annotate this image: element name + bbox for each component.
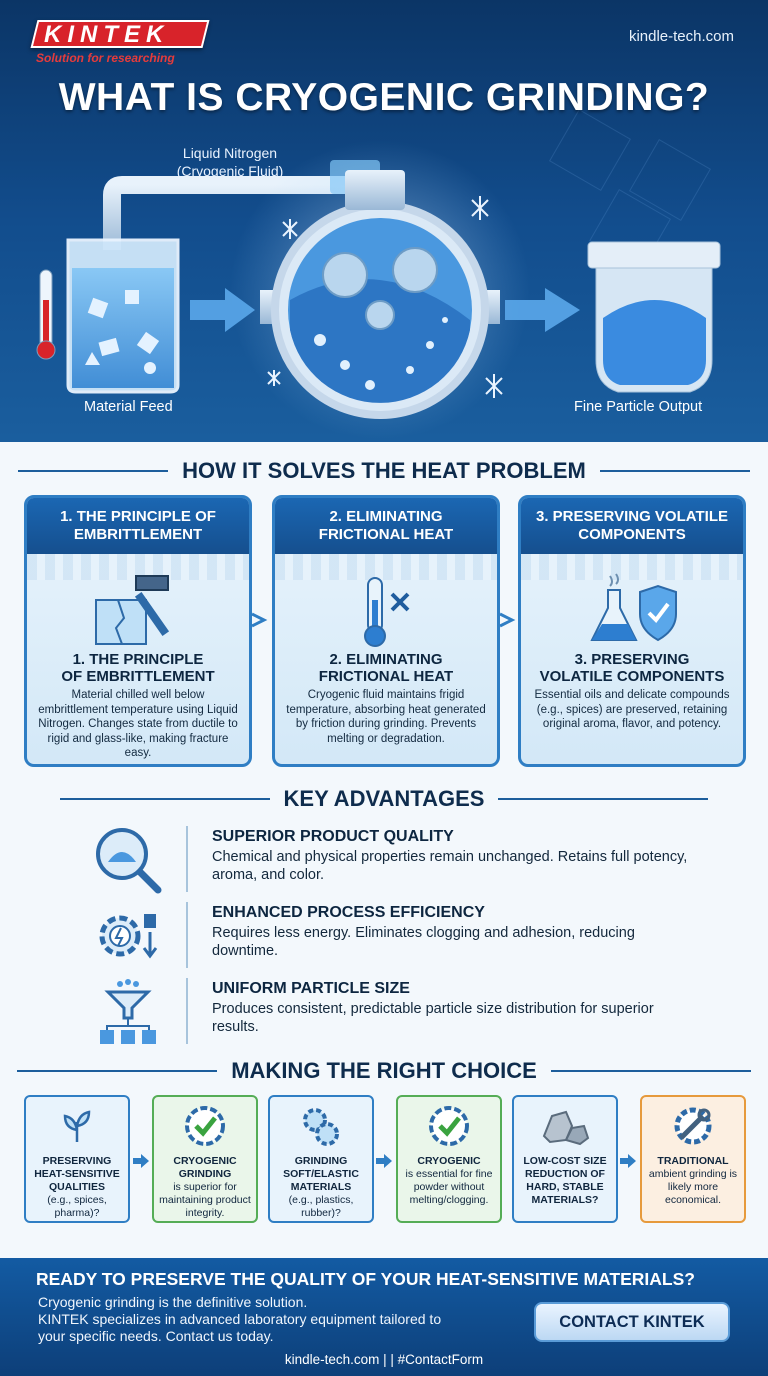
choice-heading: MAKING THE RIGHT CHOICE bbox=[0, 1058, 768, 1084]
card-text: Material chilled well below embrittlement temperature using Liquid Nitrogen. Changes state from ductile to rigid and glass-like, making fracture easy. bbox=[38, 689, 238, 759]
funnel-cubes-icon bbox=[90, 974, 166, 1050]
advantage-efficiency bbox=[90, 898, 710, 974]
step-arrow-icon bbox=[250, 610, 274, 630]
magnifier-powder-icon bbox=[90, 822, 166, 898]
choice-arrow-icon bbox=[620, 1154, 636, 1168]
output-label: Fine Particle Output bbox=[574, 399, 703, 415]
card-title: 2. ELIMINATING FRICTIONAL HEAT bbox=[318, 651, 454, 685]
leaf-icon bbox=[57, 1106, 97, 1146]
choice-heat-sensitive: PRESERVING HEAT-SENSITIVE QUALITIES (e.g., spices, pharma)? bbox=[24, 1095, 130, 1223]
nitrogen-label: Liquid Nitrogen (Cryogenic Fluid) bbox=[176, 145, 284, 179]
advantage-title: SUPERIOR PRODUCT QUALITY bbox=[212, 828, 454, 845]
check-gear-icon bbox=[183, 1104, 227, 1148]
advantages-heading: KEY ADVANTAGES bbox=[0, 786, 768, 812]
card-header: 3. PRESERVING VOLATILE COMPONENTS bbox=[521, 498, 743, 554]
choice-traditional: TRADITIONAL ambient grinding is likely more economical. bbox=[640, 1095, 746, 1223]
choice-soft-elastic: GRINDING SOFT/ELASTIC MATERIALS (e.g., plastics, rubber)? bbox=[268, 1095, 374, 1223]
broken-block-hammer-icon bbox=[78, 570, 198, 650]
card-header: 1. THE PRINCIPLE OF EMBRITTLEMENT bbox=[27, 498, 249, 554]
advantage-title: ENHANCED PROCESS EFFICIENCY bbox=[212, 904, 485, 921]
cta-text: Cryogenic grinding is the definitive solution. KINTEK specializes in advanced laboratory equipment tailored to your specific needs. Contact us today. bbox=[38, 1294, 442, 1344]
card-header: 2. ELIMINATING FRICTIONAL HEAT bbox=[275, 498, 497, 554]
contact-kintek-button[interactable]: CONTACT KINTEK bbox=[534, 1302, 730, 1342]
advantage-title: UNIFORM PARTICLE SIZE bbox=[212, 980, 410, 997]
volatile-components-card bbox=[518, 495, 746, 767]
embrittlement-card bbox=[24, 495, 252, 767]
rocks-icon bbox=[540, 1106, 590, 1146]
advantage-text: Produces consistent, predictable particle size distribution for superior results. bbox=[212, 1001, 654, 1035]
choice-arrow-icon bbox=[376, 1154, 392, 1168]
output-jar-icon bbox=[588, 242, 720, 392]
site-url[interactable]: kindle-tech.com bbox=[628, 28, 734, 45]
footer-cta bbox=[0, 1258, 768, 1376]
page-title: WHAT IS CRYOGENIC GRINDING? bbox=[58, 76, 710, 119]
advantage-quality bbox=[90, 822, 710, 898]
frictional-heat-card bbox=[272, 495, 500, 767]
logo: KINTEK bbox=[44, 21, 170, 48]
cryogenic-process-diagram bbox=[0, 0, 768, 442]
material-feed-label: Material Feed bbox=[84, 399, 173, 415]
choice-hard-materials: LOW-COST SIZE REDUCTION OF HARD, STABLE MATERIALS? bbox=[512, 1095, 618, 1223]
advantage-uniform-size bbox=[90, 974, 710, 1050]
cta-title: READY TO PRESERVE THE QUALITY OF YOUR HEAT-SENSITIVE MATERIALS? bbox=[36, 1269, 695, 1289]
choice-cryogenic-fine-powder: CRYOGENIC is essential for fine powder without melting/clogging. bbox=[396, 1095, 502, 1223]
advantage-text: Chemical and physical properties remain unchanged. Retains full potency, aroma, and color. bbox=[212, 849, 688, 883]
footer-links[interactable]: kindle-tech.com | | #ContactForm bbox=[284, 1352, 484, 1367]
flask-shield-icon bbox=[582, 570, 682, 650]
thermometer-icon bbox=[37, 270, 55, 359]
card-text: Cryogenic fluid maintains frigid temperature, absorbing heat generated by friction during grinding. Prevents melting or degradation. bbox=[286, 689, 486, 745]
gears-icon bbox=[299, 1104, 343, 1148]
gear-plug-icon bbox=[90, 898, 166, 974]
logo-tagline: Solution for researching bbox=[36, 51, 175, 65]
card-title: 3. PRESERVING VOLATILE COMPONENTS bbox=[539, 651, 725, 685]
thermometer-x-icon bbox=[346, 570, 426, 650]
heat-section-heading: HOW IT SOLVES THE HEAT PROBLEM bbox=[0, 458, 768, 484]
card-title: 1. THE PRINCIPLE OF EMBRITTLEMENT bbox=[61, 651, 215, 685]
card-text: Essential oils and delicate compounds (e.g., spices) are preserved, retaining original aroma, flavor, and potency. bbox=[534, 689, 730, 730]
check-gear-icon bbox=[427, 1104, 471, 1148]
advantage-text: Requires less energy. Eliminates clogging and adhesion, reducing downtime. bbox=[212, 925, 635, 959]
choice-arrow-icon bbox=[133, 1154, 149, 1168]
hero-banner bbox=[0, 0, 768, 442]
material-feed-beaker-icon bbox=[68, 240, 178, 392]
wrench-gear-icon bbox=[671, 1104, 715, 1148]
choice-cryogenic-integrity: CRYOGENIC GRINDING is superior for maintaining product integrity. bbox=[152, 1095, 258, 1223]
